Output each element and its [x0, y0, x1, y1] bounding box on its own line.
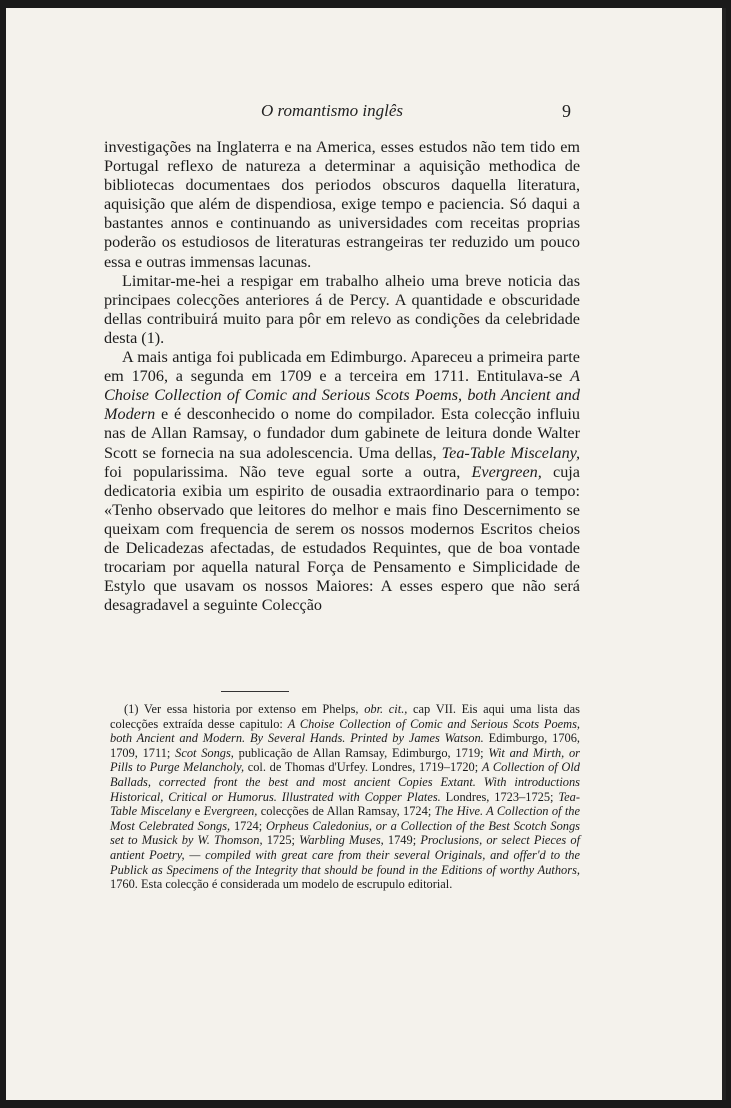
fn-italic: Evergreen,	[203, 804, 258, 819]
paragraph-3-text-d: cuja dedicatoria exibia um espirito de ousadia extraordinario para o tempo: «Tenho observado que leitores do melhor e mais fino Descernimento se queixam com frequencia de serem os nossos modernos Escritos cheios de Delicadezas afectadas, de estudados Requintes, que de boa vontade trocariam por aquella natural Força de Pensamento e Simplicidade de Estylo que usavam os nossos Maiores: A esses espero que não será desagradavel a seguinte Colecção	[104, 462, 580, 615]
running-head: O romantismo inglês	[261, 101, 403, 120]
fn-text: publicação de Allan Ramsay, Edimburgo, 1719;	[233, 745, 489, 760]
fn-text: col. de Thomas d'Urfey. Londres, 1719–1720;	[244, 760, 482, 775]
fn-italic: Proclusions, or select Pieces of antient Poetry, — compiled with great care from their several Originals, and offer'd to the Publick as Specimens of the Integrity that should be found in the Editions of worthy Authors,	[110, 833, 581, 877]
fn-text: (1) Ver essa historia por extenso em Phelps,	[124, 702, 365, 716]
fn-italic: Tea-Table Miscelany	[110, 789, 580, 819]
fn-italic: Orpheus Caledonius, or a Collection of the Best Scotch Songs set to Musick by W. Thomson,	[110, 818, 580, 848]
fn-italic: Warbling Muses,	[299, 833, 384, 848]
book-title-evergreen: Evergreen,	[471, 462, 542, 481]
fn-italic: Scot Songs,	[175, 745, 234, 760]
page-number: 9	[562, 101, 571, 121]
fn-text: 1760. Esta colecção é considerada um modelo de escrupulo editorial.	[110, 877, 453, 892]
fn-text: Edimburgo, 1706, 1709, 1711;	[110, 731, 581, 760]
fn-text: 1725;	[262, 833, 300, 848]
fn-italic: A Choise Collection of Comic and Serious Scots Poems, both Ancient and Modern. By Several Hands. Printed by James Watson.	[110, 716, 581, 746]
fn-text: cap VII. Eis aqui uma lista das colecções extraída desse capitulo:	[110, 702, 580, 731]
main-text	[104, 138, 580, 615]
fn-italic: The Hive. A Collection of the Most Celebrated Songs,	[110, 804, 580, 833]
footnote-paragraph	[110, 702, 580, 892]
fn-text: 1724;	[230, 818, 266, 833]
book-title-choise-collection: A Choise Collection of Comic and Serious Scots Poems, both Ancient and Modern	[104, 367, 580, 424]
fn-italic: Wit and Mirth, or Pills to Purge Melancholy,	[110, 745, 581, 775]
paragraph-1: investigações na Inglaterra e na America, esses estudos não tem tido em Portugal reflexo de natureza a determinar a aquisição methodica de bibliotecas documentaes dos periodos obscuros daquella literatura, aquisição que além de dispendiosa, exige tempo e paciencia. Só daqui a bastantes annos e continuando as universidades com receitas proprias poderão os estudiosos de literaturas estrangeiras ter reduzido um pouco essa e outras immensas lacunas.	[104, 138, 580, 271]
page-header	[6, 101, 722, 123]
paragraph-3-text-c: foi popularissima. Não teve egual sorte a outra,	[104, 462, 472, 481]
fn-text: Londres, 1723–1725;	[440, 789, 559, 804]
paragraph-2: Limitar-me-hei a respigar em trabalho alheio uma breve noticia das principaes colecções anteriores á de Percy. A quantidade e obscuridade dellas contribuirá muito para pôr em relevo as condições da celebridade desta (1).	[104, 271, 580, 347]
footnote-divider	[221, 691, 289, 692]
fn-text: e	[191, 804, 204, 819]
paragraph-3-text-b: e é desconhecido o nome do compilador. Esta colecção influiu nas de Allan Ramsay, o fundador dum gabinete de leitura donde Walter Scott se fornecia na sua adolescencia. Uma dellas,	[104, 405, 580, 462]
book-title-tea-table: Tea-Table Miscelany,	[441, 443, 581, 462]
footnote	[110, 702, 580, 892]
fn-text: colecções de Allan Ramsay, 1724;	[257, 804, 435, 819]
book-page	[6, 8, 726, 1100]
fn-italic: obr. cit.,	[364, 702, 408, 716]
fn-text: 1749;	[383, 833, 421, 848]
paragraph-3-text-a: A mais antiga foi publicada em Edimburgo. Apareceu a primeira parte em 1706, a segunda em 1709 e a terceira em 1711. Entitulava-se	[104, 348, 580, 386]
paragraph-3	[104, 348, 580, 615]
fn-italic: A Collection of Old Ballads, corrected front the best and most ancient Copies Extant. With introductions Historical, Critical or Humorus. Illustrated with Copper Plates.	[110, 760, 580, 804]
